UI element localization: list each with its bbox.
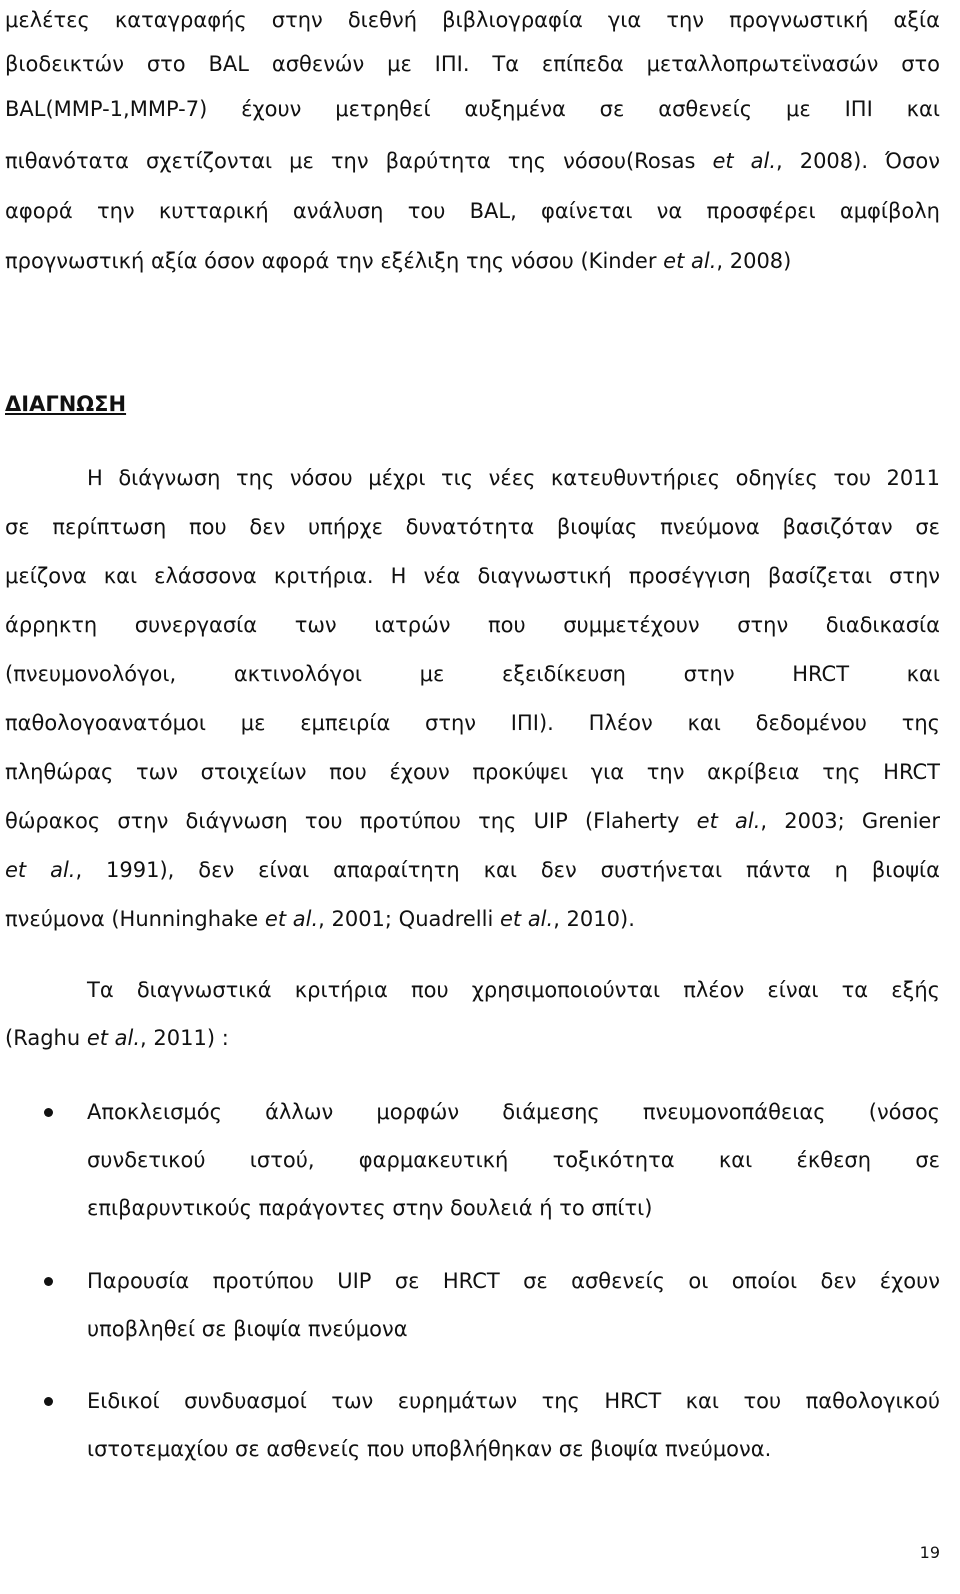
citation-etal: et al. [696, 809, 761, 833]
text-line: (Raghu et al., 2011) : [5, 1026, 229, 1050]
text-line: υποβληθεί σε βιοψία πνεύμονα [87, 1317, 408, 1341]
text-line: άρρηκτη συνεργασία των ιατρών που συμμετέχουν στην διαδικασία [5, 613, 940, 637]
text-line: συνδετικού ιστού, φαρμακευτική τοξικότητα και έκθεση σε [87, 1148, 940, 1172]
text-line: πληθώρας των στοιχείων που έχουν προκύψει για την ακρίβεια της HRCT [5, 760, 940, 784]
text-line: μείζονα και ελάσσονα κριτήρια. Η νέα διαγνωστική προσέγγιση βασίζεται στην [5, 564, 940, 588]
text-line: παθολογοανατόμοι με εμπειρία στην ΙΠΙ). Πλέον και δεδομένου της [5, 711, 940, 735]
citation-etal: et al. [499, 907, 554, 931]
text-line: προγνωστική αξία όσον αφορά την εξέλιξη της νόσου (Kinder et al., 2008) [5, 249, 792, 273]
text-line: μελέτες καταγραφής στην διεθνή βιβλιογραφία για την προγνωστική αξία [5, 8, 940, 32]
text-line: Ειδικοί συνδυασμοί των ευρημάτων της HRCT και του παθολογικού [87, 1389, 940, 1413]
bullet-icon [44, 1277, 53, 1286]
text-line: Αποκλεισμός άλλων μορφών διάμεσης πνευμονοπάθειας (νόσος [87, 1100, 940, 1124]
text-line: επιβαρυντικούς παράγοντες στην δουλειά ή το σπίτι) [87, 1196, 653, 1220]
bullet-icon [44, 1397, 53, 1406]
citation-etal: et al. [5, 858, 76, 882]
text-line: σε περίπτωση που δεν υπήρχε δυνατότητα βιοψίας πνεύμονα βασιζόταν σε [5, 515, 940, 539]
citation-etal: et al. [663, 249, 717, 273]
text-line: (πνευμονολόγοι, ακτινολόγοι με εξειδίκευση στην HRCT και [5, 662, 940, 686]
text-line: Η διάγνωση της νόσου μέχρι τις νέες κατευθυντήριες οδηγίες του 2011 [87, 466, 940, 490]
page-number: 19 [919, 1543, 940, 1562]
text-line: βιοδεικτών στο BAL ασθενών με ΙΠΙ. Τα επίπεδα μεταλλοπρωτεϊνασών στο [5, 52, 940, 76]
citation-etal: et al. [264, 907, 319, 931]
text-line: πιθανότατα σχετίζονται με την βαρύτητα της νόσου(Rosas et al., 2008). Όσον [5, 149, 940, 173]
text-line: ιστοτεμαχίου σε ασθενείς που υποβλήθηκαν σε βιοψία πνεύμονα. [87, 1437, 772, 1461]
text-line: αφορά την κυτταρική ανάλυση του BAL, φαίνεται να προσφέρει αμφίβολη [5, 199, 940, 223]
text-line: et al., 1991), δεν είναι απαραίτητη και δεν συστήνεται πάντα η βιοψία [5, 858, 940, 882]
section-heading: ΔΙΑΓΝΩΣΗ [5, 392, 127, 416]
text-line: BAL(MMP-1,MMP-7) έχουν μετρηθεί αυξημένα σε ασθενείς με ΙΠΙ και [5, 97, 940, 121]
text-line: θώρακος στην διάγνωση του προτύπου της UIP (Flaherty et al., 2003; Grenier [5, 809, 940, 833]
text-line: Τα διαγνωστικά κριτήρια που χρησιμοποιούνται πλέον είναι τα εξής [87, 978, 940, 1002]
text-line: πνεύμονα (Hunninghake et al., 2001; Quadrelli et al., 2010). [5, 907, 635, 931]
bullet-icon [44, 1108, 53, 1117]
text-line: Παρουσία προτύπου UIP σε HRCT σε ασθενείς οι οποίοι δεν έχουν [87, 1269, 940, 1293]
citation-etal: et al. [86, 1026, 141, 1050]
citation-etal: et al. [712, 149, 777, 173]
